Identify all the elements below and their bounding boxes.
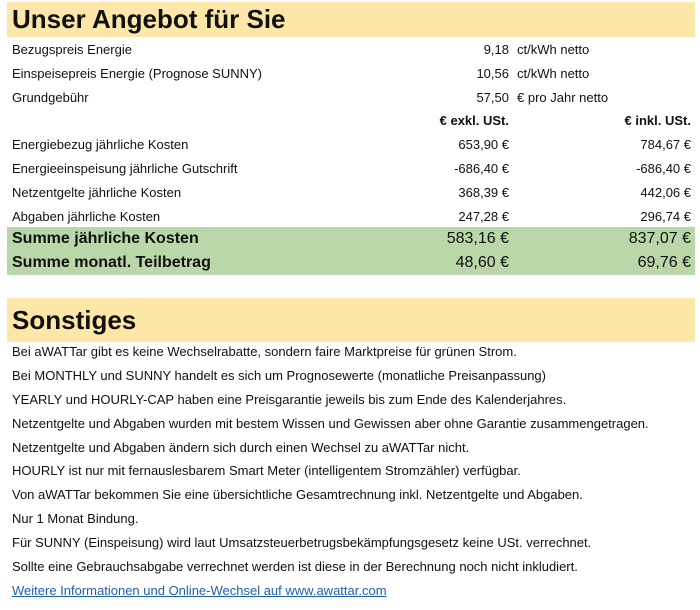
param-unit: € pro Jahr netto [517,90,609,105]
misc-title: Sonstiges [7,298,695,342]
cost-excl: 653,90 € [458,137,509,152]
cost-label: Netzentgelte jährliche Kosten [12,185,182,200]
more-info-link[interactable]: Weitere Informationen und Online-Wechsel auf www.awattar.com [12,583,387,598]
param-value: 10,56 [476,66,509,81]
sum-label: Summe jährliche Kosten [12,230,199,247]
note-item: Netzentgelte und Abgaben wurden mit bestem Wissen und Gewissen aber ohne Garantie zusammengetragen. [12,416,649,431]
note-item: YEARLY und HOURLY-CAP haben eine Preisgarantie jeweils bis zum Ende des Kalenderjahres. [12,392,567,407]
param-value: 9,18 [483,42,509,57]
cost-incl: -686,40 € [636,161,691,176]
sum-row-yearly [7,227,695,251]
note-item: Sollte eine Gebrauchsabgabe verrechnet werden ist diese in der Berechnung noch nicht inkludiert. [12,559,578,574]
sum-label: Summe monatl. Teilbetrag [12,254,211,271]
sum-incl: 69,76 € [637,254,691,271]
cost-incl: 296,74 € [640,209,691,224]
cost-row [7,205,695,229]
cost-incl: 442,06 € [640,185,691,200]
cost-excl: 247,28 € [458,209,509,224]
note-item: Netzentgelte und Abgaben ändern sich durch einen Wechsel zu aWATTar nicht. [12,440,470,455]
sum-excl: 48,60 € [455,254,509,271]
note-item: Bei aWATTar gibt es keine Wechselrabatte, sondern faire Marktpreise für grünen Strom. [12,344,517,359]
note-item: Bei MONTHLY und SUNNY handelt es sich um Prognosewerte (monatliche Preisanpassung) [12,368,546,383]
param-row [7,86,695,110]
param-row [7,38,695,62]
param-value: 57,50 [476,90,509,105]
cost-excl: -686,40 € [454,161,509,176]
cost-row [7,181,695,205]
param-label: Grundgebühr [12,90,89,105]
param-label: Bezugspreis Energie [12,42,132,57]
note-item: HOURLY ist nur mit fernauslesbarem Smart Meter (intelligentem Stromzähler) verfügbar. [12,463,521,478]
offer-title: Unser Angebot für Sie [7,2,695,37]
cost-excl: 368,39 € [458,185,509,200]
param-unit: ct/kWh netto [517,42,590,57]
sum-incl: 837,07 € [628,230,691,247]
param-unit: ct/kWh netto [517,66,590,81]
cost-row [7,157,695,181]
column-header-incl: € inkl. USt. [624,113,691,128]
note-item: Für SUNNY (Einspeisung) wird laut Umsatzsteuerbetrugsbekämpfungsgesetz keine USt. verrechnet. [12,535,592,550]
column-header-row [7,109,695,133]
sum-excl: 583,16 € [446,230,509,247]
cost-row [7,133,695,157]
note-item: Von aWATTar bekommen Sie eine übersichtliche Gesamtrechnung inkl. Netzentgelte und Abgaben. [12,487,583,502]
note-item: Nur 1 Monat Bindung. [12,511,139,526]
cost-incl: 784,67 € [640,137,691,152]
sum-row-monthly [7,251,695,275]
cost-label: Abgaben jährliche Kosten [12,209,161,224]
cost-label: Energieeinspeisung jährliche Gutschrift [12,161,238,176]
param-row [7,62,695,86]
param-label: Einspeisepreis Energie (Prognose SUNNY) [12,66,263,81]
column-header-excl: € exkl. USt. [439,113,509,128]
cost-label: Energiebezug jährliche Kosten [12,137,189,152]
